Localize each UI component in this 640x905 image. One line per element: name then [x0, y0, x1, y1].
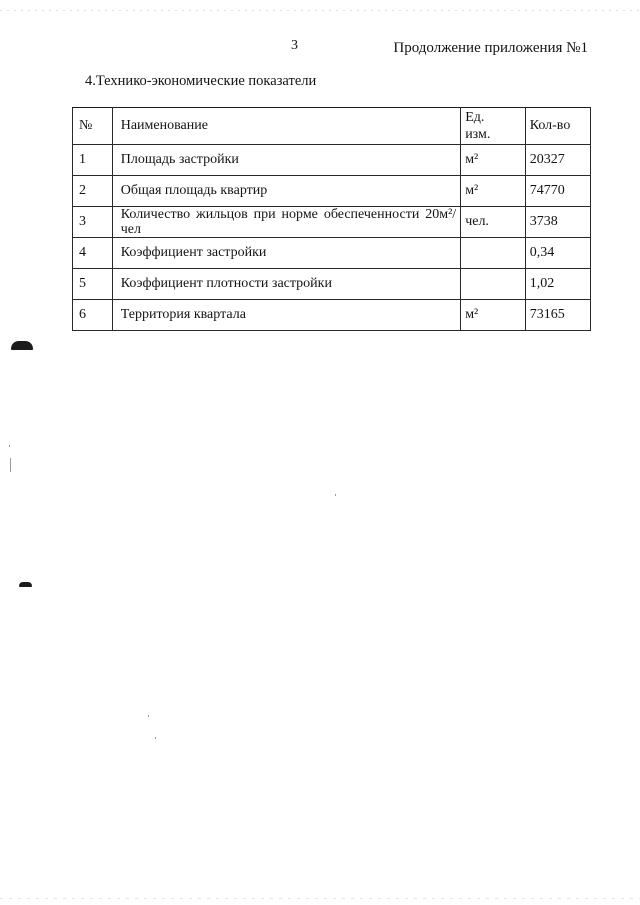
row-name: Количество жильцов при норме обеспеченности 20м²/чел	[112, 207, 460, 238]
table-header-row	[73, 108, 591, 145]
row-unit	[461, 238, 526, 269]
scan-speck	[155, 737, 156, 739]
row-number: 5	[73, 269, 113, 300]
scan-speck	[10, 458, 11, 472]
row-number: 2	[73, 176, 113, 207]
row-name: Площадь застройки	[112, 145, 460, 176]
row-unit: м²	[461, 300, 526, 331]
scan-speck	[335, 494, 336, 496]
indicators-table	[72, 107, 591, 331]
row-quantity: 0,34	[525, 238, 590, 269]
row-name: Территория квартала	[112, 300, 460, 331]
table-row	[73, 238, 591, 269]
row-unit: м²	[461, 145, 526, 176]
scan-blot-mark	[19, 582, 32, 587]
column-header-unit-line1: Ед.	[465, 110, 485, 125]
page-number: 3	[291, 38, 298, 53]
table-row	[73, 300, 591, 331]
column-header-unit	[461, 108, 526, 145]
row-number: 3	[73, 207, 113, 238]
row-name: Коэффициент застройки	[112, 238, 460, 269]
row-number: 4	[73, 238, 113, 269]
column-header-quantity: Кол-во	[525, 108, 590, 145]
continuation-header: Продолжение приложения №1	[393, 40, 588, 56]
row-quantity: 73165	[525, 300, 590, 331]
table-row	[73, 176, 591, 207]
scan-speck	[9, 445, 10, 447]
scan-artifact-bottom	[0, 898, 640, 899]
table-row	[73, 207, 591, 238]
column-header-unit-line2: изм.	[465, 127, 491, 142]
scan-speck	[148, 715, 149, 717]
row-unit	[461, 269, 526, 300]
table-row	[73, 269, 591, 300]
table-row	[73, 145, 591, 176]
section-title: 4.Технико-экономические показатели	[85, 73, 317, 89]
row-quantity: 74770	[525, 176, 590, 207]
column-header-number: №	[73, 108, 113, 145]
row-name: Коэффициент плотности застройки	[112, 269, 460, 300]
row-quantity: 1,02	[525, 269, 590, 300]
scan-artifact-top	[0, 10, 640, 11]
row-quantity: 20327	[525, 145, 590, 176]
row-number: 6	[73, 300, 113, 331]
row-unit: чел.	[461, 207, 526, 238]
row-name: Общая площадь квартир	[112, 176, 460, 207]
row-quantity: 3738	[525, 207, 590, 238]
scan-blot-mark	[11, 341, 33, 350]
row-number: 1	[73, 145, 113, 176]
column-header-name: Наименование	[112, 108, 460, 145]
row-unit: м²	[461, 176, 526, 207]
